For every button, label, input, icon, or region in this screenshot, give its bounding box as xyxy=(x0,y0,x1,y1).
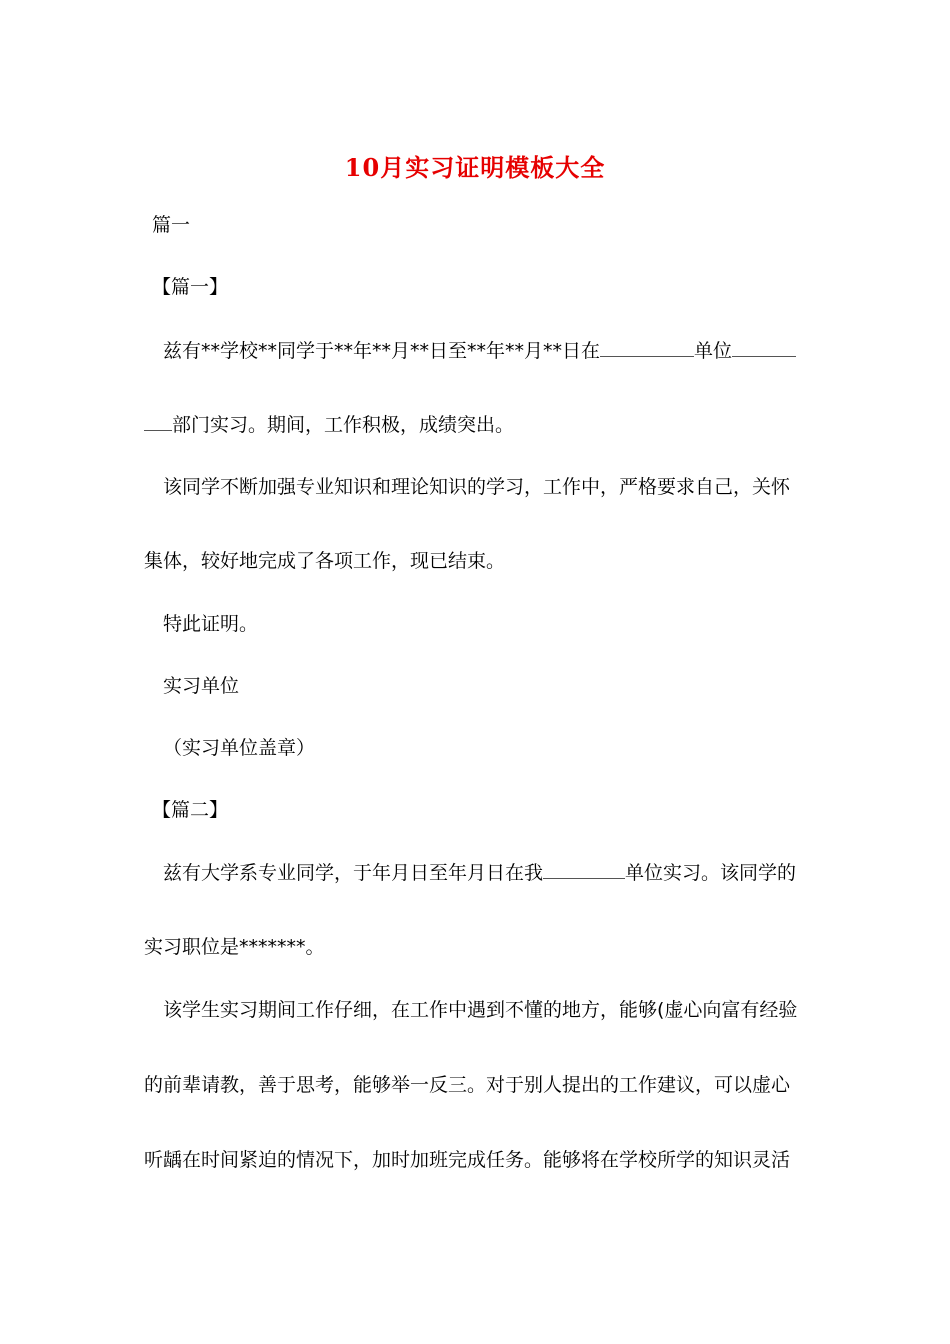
part1-heading: 【篇一】 xyxy=(152,276,229,298)
part1-closing: 特此证明。 xyxy=(163,613,259,635)
part1-paragraph1-text-b: 单位 xyxy=(694,340,733,362)
section-heading: 篇一 xyxy=(152,214,191,236)
part1-paragraph2-line2: 集体，较好地完成了各项工作，现已结束。 xyxy=(144,550,506,572)
part1-paragraph1-line1 xyxy=(163,336,796,365)
part2-paragraph1-text-b: 单位实习。该同学的 xyxy=(625,862,797,884)
fill-blank-department-continued xyxy=(144,410,172,431)
part1-paragraph1-text-c: 部门实习。期间，工作积极，成绩突出。 xyxy=(172,414,515,436)
part2-paragraph2-line2: 的前辈请教，善于思考，能够举一反三。对于别人提出的工作建议，可以虚心 xyxy=(144,1074,791,1096)
part1-unit: 实习单位 xyxy=(163,675,240,697)
document-title: 10月实习证明模板大全 xyxy=(344,153,606,182)
part1-seal: （实习单位盖章） xyxy=(163,737,316,759)
fill-blank-department xyxy=(732,336,796,357)
part1-paragraph1-text-a: 兹有**学校**同学于**年**月**日至**年**月**日在 xyxy=(163,340,601,362)
part1-paragraph1-line2 xyxy=(144,410,514,439)
part2-paragraph2-line3: 听龋在时间紧迫的情况下，加时加班完成任务。能够将在学校所学的知识灵活 xyxy=(144,1149,791,1171)
part2-paragraph2-line1: 该学生实习期间工作仔细，在工作中遇到不懂的地方，能够(虚心向富有经验 xyxy=(163,999,798,1021)
part2-paragraph1-line2: 实习职位是*******。 xyxy=(144,936,325,958)
fill-blank-company xyxy=(543,858,625,879)
part2-paragraph1-text-a: 兹有大学系专业同学，于年月日至年月日在我 xyxy=(163,862,544,884)
fill-blank-unit xyxy=(600,336,694,357)
part1-paragraph2-line1: 该同学不断加强专业知识和理论知识的学习，工作中，严格要求自己，关怀 xyxy=(163,476,791,498)
part2-paragraph1-line1 xyxy=(163,858,796,887)
part2-heading: 【篇二】 xyxy=(152,799,229,821)
